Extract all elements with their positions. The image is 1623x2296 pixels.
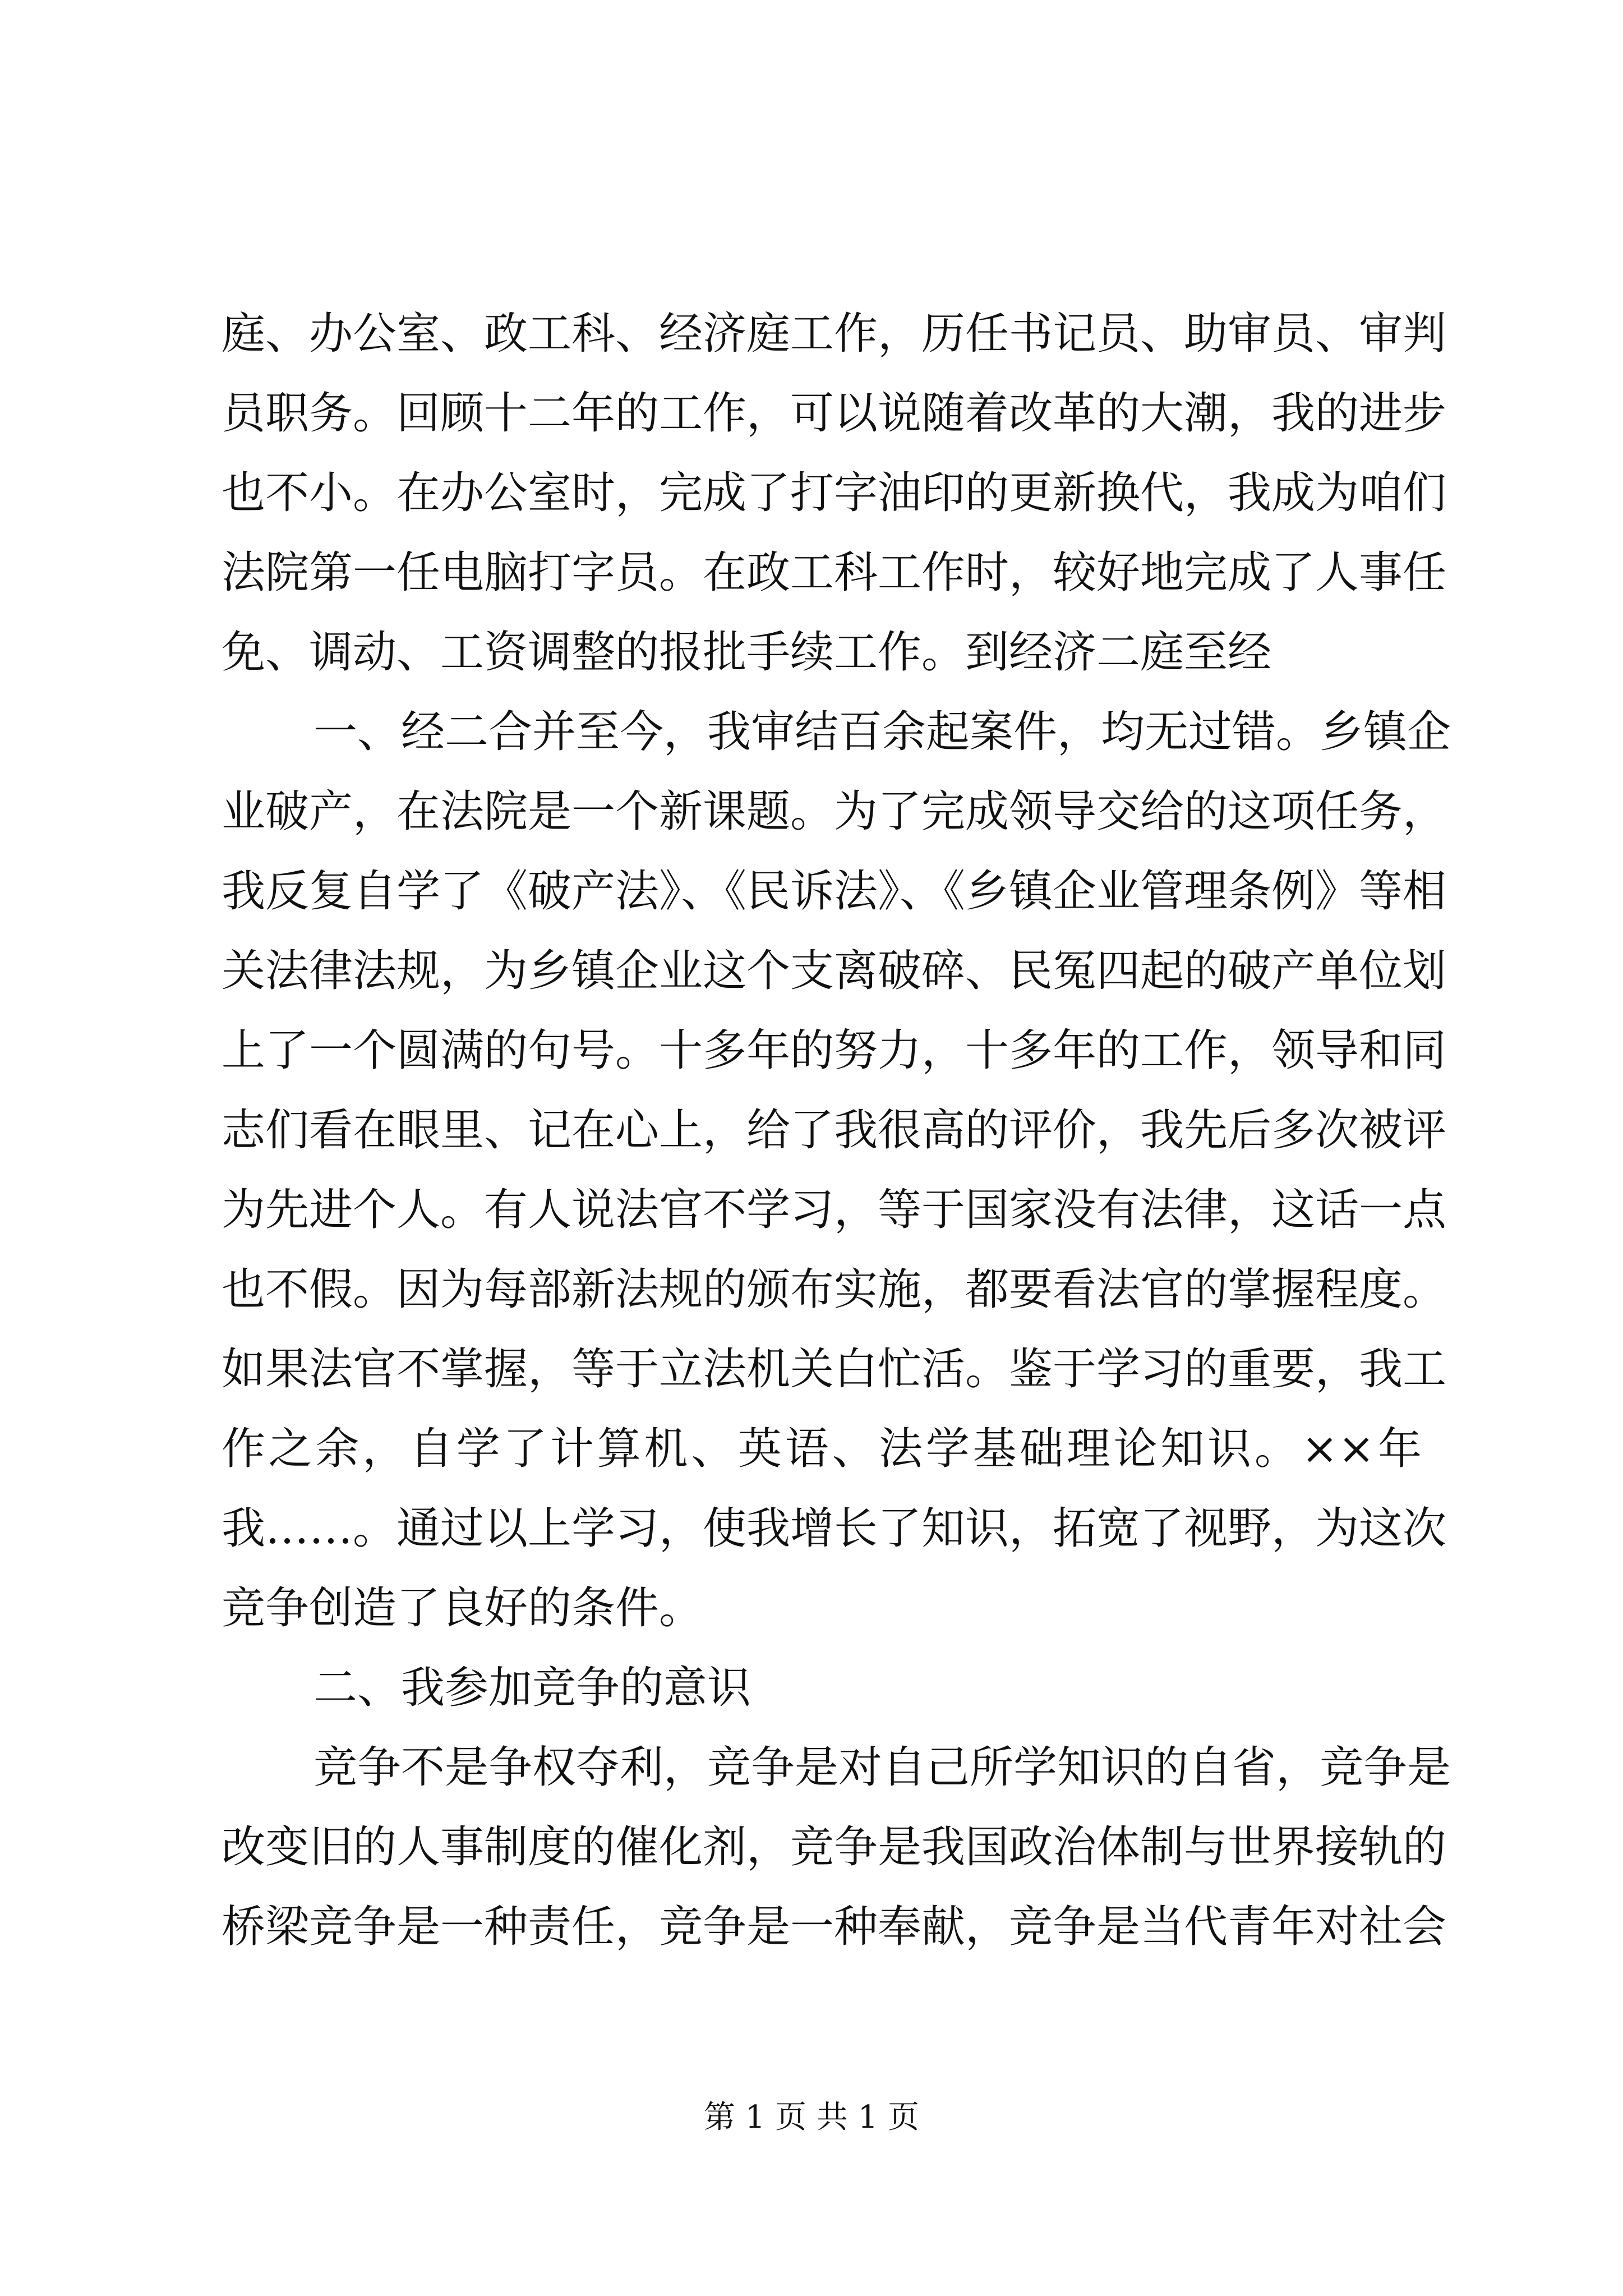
- text-line: 桥梁竞争是一种责任，竞争是一种奉献，竞争是当代青年对社会: [222, 1902, 1447, 1952]
- text-line: 竞争创造了良好的条件。: [222, 1583, 703, 1634]
- text-line: 如果法官不掌握，等于立法机关白忙活。鉴于学习的重要，我工: [222, 1344, 1447, 1395]
- text-line: 也不小。在办公室时，完成了打字油印的更新换代，我成为咱们: [222, 468, 1447, 518]
- text-line: 改变旧的人事制度的催化剂，竞争是我国政治体制与世界接轨的: [222, 1822, 1447, 1872]
- text-line: 庭、办公室、政工科、经济庭工作，历任书记员、助审员、审判: [222, 309, 1447, 359]
- text-line: 为先进个人。有人说法官不学习，等于国家没有法律，这话一点: [222, 1185, 1447, 1235]
- paragraph-start-line: 竞争不是争权夺利，竞争是对自己所学知识的自省，竞争是: [313, 1742, 1451, 1793]
- paragraph-start-line: 一、经二合并至今，我审结百余起案件，均无过错。乡镇企: [313, 707, 1451, 757]
- text-line: 免、调动、工资调整的报批手续工作。到经济二庭至经: [222, 627, 1272, 678]
- text-line: 法院第一任电脑打字员。在政工科工作时，较好地完成了人事任: [222, 547, 1447, 598]
- text-line: 志们看在眼里、记在心上，给了我很高的评价，我先后多次被评: [222, 1105, 1447, 1156]
- text-line: 也不假。因为每部新法规的颁布实施，都要看法官的掌握程度。: [222, 1264, 1447, 1315]
- section-heading: 二、我参加竞争的意识: [313, 1663, 751, 1713]
- text-line: 我……。通过以上学习，使我增长了知识，拓宽了视野，为这次: [222, 1503, 1447, 1554]
- text-line: 我反复自学了《破产法》、《民诉法》、《乡镇企业管理条例》等相: [222, 866, 1447, 917]
- text-line: 关法律法规，为乡镇企业这个支离破碎、民冤四起的破产单位划: [222, 946, 1447, 996]
- text-line: 员职务。回顾十二年的工作，可以说随着改革的大潮，我的进步: [222, 388, 1447, 439]
- text-line: 作之余，自学了计算机、英语、法学基础理论知识。××年: [222, 1424, 1422, 1474]
- text-line: 上了一个圆满的句号。十多年的努力，十多年的工作，领导和同: [222, 1025, 1447, 1076]
- page-footer: 第 1 页 共 1 页: [703, 2099, 920, 2136]
- text-line: 业破产，在法院是一个新课题。为了完成领导交给的这项任务，: [222, 786, 1447, 837]
